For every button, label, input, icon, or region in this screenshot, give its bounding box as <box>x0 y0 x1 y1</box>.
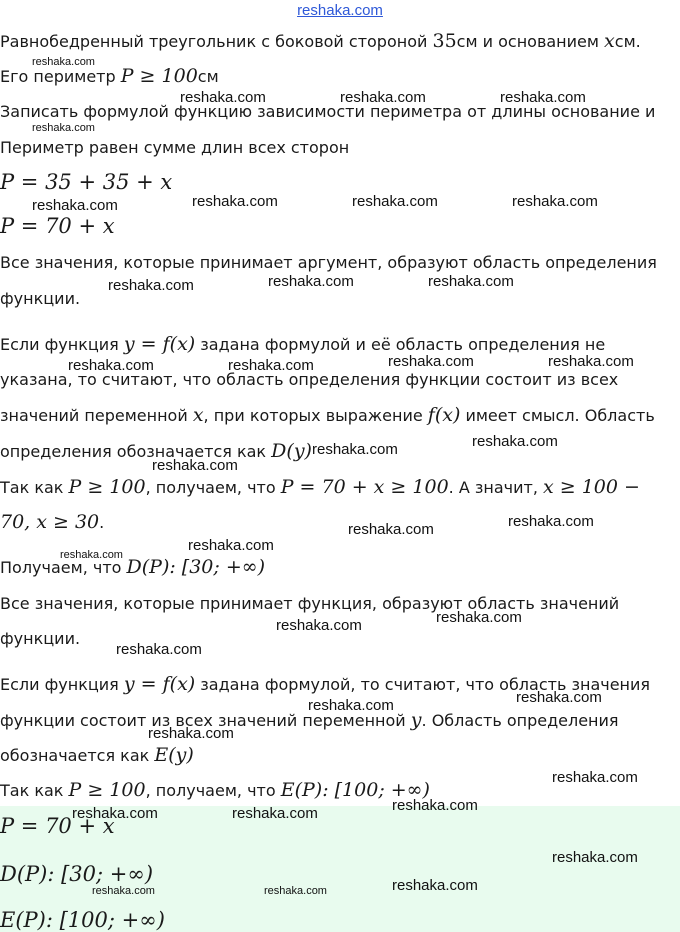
watermark: reshaka.com <box>268 273 354 290</box>
text: Если функция <box>0 675 124 694</box>
text: функции состоит из всех значений переменной <box>0 711 411 730</box>
watermark: reshaka.com <box>388 353 474 370</box>
text-line-9 <box>0 334 605 355</box>
text: значений переменной <box>0 406 193 425</box>
formula-line-2 <box>0 216 115 238</box>
site-link[interactable]: reshaka.com <box>297 2 383 19</box>
text: имеет смысл. Область <box>460 406 655 425</box>
text-line-21 <box>0 780 430 801</box>
watermark: reshaka.com <box>340 89 426 106</box>
watermark: reshaka.com <box>188 537 274 554</box>
watermark: reshaka.com <box>436 609 522 626</box>
watermark: reshaka.com <box>32 197 118 214</box>
watermark: reshaka.com <box>392 877 478 894</box>
watermark: reshaka.com <box>180 89 266 106</box>
watermark: reshaka.com <box>32 56 95 68</box>
answer-line-2 <box>0 864 153 886</box>
math-range: E(P): [100; +∞) <box>0 908 165 932</box>
watermark: reshaka.com <box>192 193 278 210</box>
math-inequality: P ≥ 100 <box>68 476 146 498</box>
text: Так как <box>0 478 69 497</box>
math-domain: D(y) <box>271 440 312 462</box>
math-function: y = f(x) <box>123 333 196 355</box>
math-range: E(y) <box>154 744 194 766</box>
text: Его периметр <box>0 67 121 86</box>
watermark: reshaka.com <box>276 617 362 634</box>
watermark: reshaka.com <box>232 805 318 822</box>
text: задана формулой, то считают, что область значения <box>195 675 651 694</box>
math-range: E(P): [100; +∞) <box>280 779 430 801</box>
text: задана формулой и её область определения не <box>195 335 606 354</box>
watermark: reshaka.com <box>352 193 438 210</box>
text: Равнобедренный треугольник с боковой стороной <box>0 32 433 51</box>
watermark: reshaka.com <box>508 513 594 530</box>
math-inequality: 70, x ≥ 30 <box>0 511 100 533</box>
math-formula: P = 35 + 35 + x <box>0 170 173 194</box>
math-variable: x <box>604 30 615 52</box>
text-line-14 <box>0 512 104 533</box>
text: см. <box>614 32 641 51</box>
watermark: reshaka.com <box>308 697 394 714</box>
text: Так как <box>0 781 69 800</box>
text-line-3: Записать формулой функцию зависимости периметра от длины основание и <box>0 102 656 121</box>
watermark: reshaka.com <box>72 805 158 822</box>
text: . А значит, <box>448 478 543 497</box>
text-line-8: функции. <box>0 289 81 308</box>
text: определения обозначается как <box>0 442 272 461</box>
math-formula: P = 70 + x <box>0 814 115 838</box>
answer-line-3 <box>0 910 165 932</box>
text-line-2 <box>0 66 219 87</box>
math-function: f(x) <box>427 404 461 426</box>
watermark: reshaka.com <box>92 885 155 897</box>
watermark: reshaka.com <box>552 849 638 866</box>
formula-line-1 <box>0 172 172 194</box>
watermark: reshaka.com <box>68 357 154 374</box>
math-inequality: P ≥ 100 <box>68 779 146 801</box>
watermark: reshaka.com <box>552 769 638 786</box>
math-inequality: P ≥ 100 <box>120 65 198 87</box>
text: . <box>99 513 105 532</box>
watermark: reshaka.com <box>312 441 398 458</box>
watermark: reshaka.com <box>500 89 586 106</box>
watermark: reshaka.com <box>32 122 95 134</box>
text-line-13 <box>0 477 640 498</box>
math-number: 35 <box>432 30 457 52</box>
text-line-17: функции. <box>0 629 81 648</box>
text-line-20 <box>0 745 194 766</box>
watermark: reshaka.com <box>60 549 123 561</box>
math-inequality: P = 70 + x ≥ 100 <box>280 476 449 498</box>
watermark: reshaka.com <box>116 641 202 658</box>
text-line-4: Периметр равен сумме длин всех сторон <box>0 138 350 157</box>
math-variable: y <box>410 709 422 731</box>
text-line-15 <box>0 557 265 578</box>
text: Если функция <box>0 335 124 354</box>
math-formula: P = 70 + x <box>0 214 115 238</box>
watermark: reshaka.com <box>428 273 514 290</box>
text-line-16: Все значения, которые принимает функция, образуют область значений <box>0 594 620 613</box>
math-inequality: x ≥ 100 − <box>543 476 640 498</box>
text-line-11 <box>0 405 655 426</box>
watermark: reshaka.com <box>392 797 478 814</box>
watermark: reshaka.com <box>512 193 598 210</box>
watermark: reshaka.com <box>152 457 238 474</box>
text-line-1 <box>0 31 641 52</box>
watermark: reshaka.com <box>148 725 234 742</box>
text: , при которых выражение <box>203 406 428 425</box>
text: . Область определения <box>421 711 619 730</box>
watermark: reshaka.com <box>264 885 327 897</box>
text-line-10: указана, то считают, что область определения функции состоит из всех <box>0 370 619 389</box>
watermark: reshaka.com <box>472 433 558 450</box>
watermark: reshaka.com <box>516 689 602 706</box>
watermark: reshaka.com <box>108 277 194 294</box>
text: , получаем, что <box>145 781 281 800</box>
text: обозначается как <box>0 746 155 765</box>
watermark: reshaka.com <box>548 353 634 370</box>
math-domain: D(P): [30; +∞) <box>126 556 265 578</box>
text-line-7: Все значения, которые принимает аргумент, образуют область определения <box>0 253 657 272</box>
watermark: reshaka.com <box>228 357 314 374</box>
math-domain: D(P): [30; +∞) <box>0 862 154 886</box>
text: , получаем, что <box>145 478 281 497</box>
text: см <box>197 67 219 86</box>
text: Получаем, что <box>0 558 127 577</box>
watermark: reshaka.com <box>348 521 434 538</box>
math-function: y = f(x) <box>123 673 196 695</box>
math-variable: x <box>192 404 204 426</box>
text: см и основанием <box>456 32 605 51</box>
